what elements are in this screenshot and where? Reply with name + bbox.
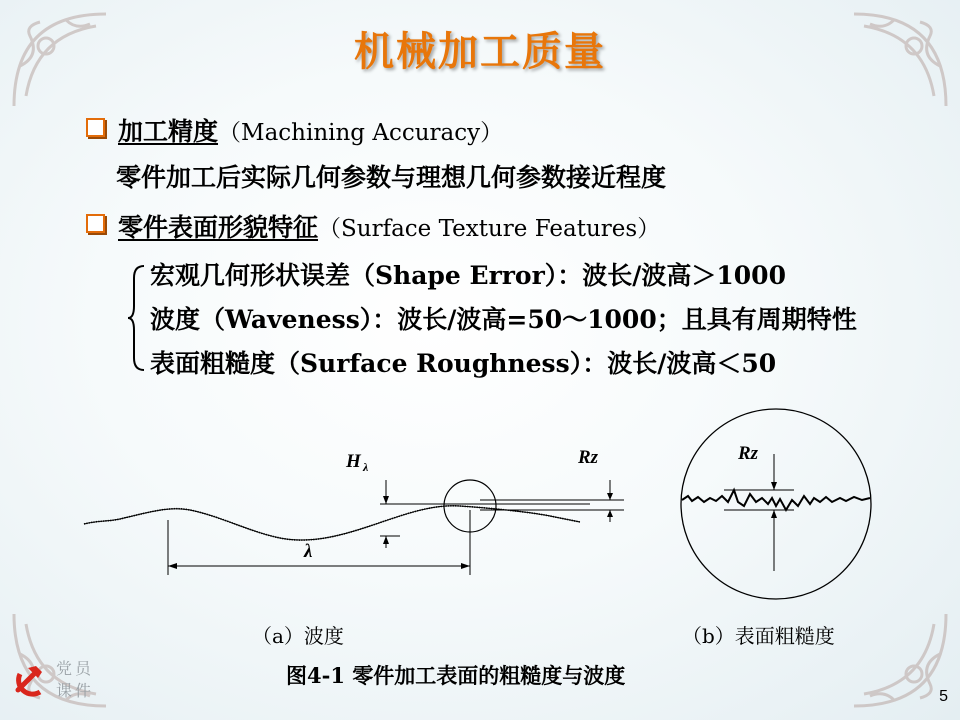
roughness-diagram	[664, 406, 894, 606]
texture-sub-shape-error: 宏观几何形状误差（Shape Error）：波长/波高＞1000	[150, 261, 786, 290]
footer-line-1: 党员	[56, 659, 95, 678]
label-rz-b: Rz	[738, 443, 759, 464]
item-texture-heading-en: （Surface Texture Features）	[318, 216, 661, 242]
footer-line-2: 课件	[56, 681, 95, 700]
label-rz-a: Rz	[578, 447, 599, 468]
label-lambda: λ	[304, 541, 313, 562]
page-number: 5	[939, 688, 948, 705]
curly-brace-icon	[126, 262, 148, 374]
figure-caption: 图4-1 零件加工表面的粗糙度与波度	[286, 663, 626, 688]
texture-sub-roughness: 表面粗糙度（Surface Roughness）：波长/波高＜50	[150, 349, 777, 378]
waviness-diagram	[80, 440, 640, 590]
caption-b: （b）表面粗糙度	[682, 624, 835, 648]
label-h-subscript: λ	[363, 460, 369, 474]
item-texture	[118, 208, 660, 244]
item-accuracy	[118, 112, 503, 148]
item-accuracy-heading: 加工精度	[118, 117, 219, 146]
caption-a: （a）波度	[252, 624, 344, 648]
footer-label	[56, 658, 94, 702]
item-accuracy-heading-en: （Machining Accuracy）	[218, 120, 504, 146]
slide-title: 机械加工质量	[354, 28, 606, 75]
label-h: H	[346, 451, 361, 472]
corner-ornament-bottom-right	[844, 604, 954, 714]
bullet-square-icon	[86, 214, 105, 233]
texture-sub-waveness: 波度（Waveness）：波长/波高=50～1000；且具有周期特性	[150, 305, 857, 334]
bullet-square-icon	[86, 118, 105, 137]
item-texture-heading: 零件表面形貌特征	[118, 213, 319, 242]
party-emblem-icon	[10, 660, 50, 700]
item-accuracy-description: 零件加工后实际几何参数与理想几何参数接近程度	[116, 163, 667, 192]
rough-profile-line	[682, 490, 870, 510]
